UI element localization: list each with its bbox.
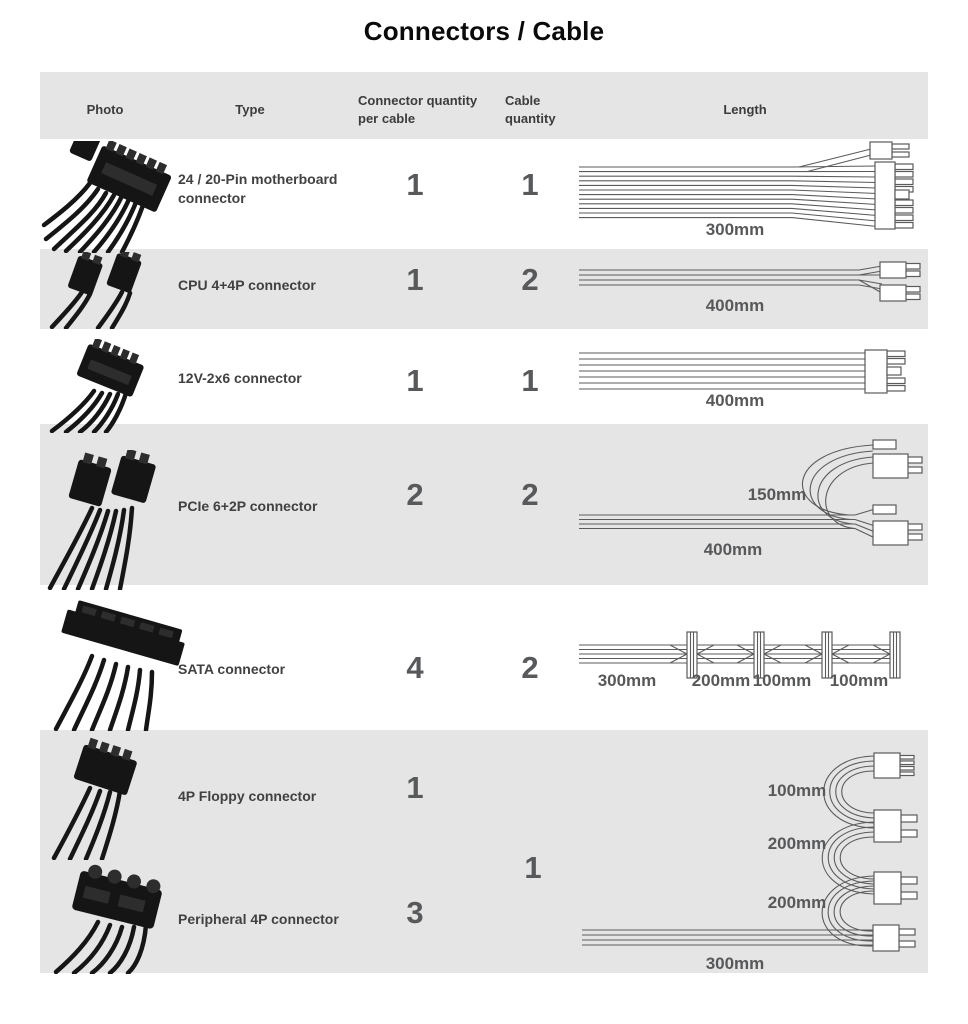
length-label-daisy-1: 100mm [767,781,827,800]
type-12v2x6: 12V-2x6 connector [178,370,302,386]
cable-qty-floppy-peripheral: 1 [524,850,542,885]
length-label-atx: 300mm [705,220,765,239]
length-label-daisy-4: 300mm [705,954,765,973]
length-label-daisy-2: 200mm [767,834,827,853]
length-label-sata-4: 100mm [829,671,889,690]
page-title: Connectors / Cable [363,16,605,46]
connector-qty-pcie: 2 [406,477,424,512]
type-cpu: CPU 4+4P connector [178,277,316,293]
connector-qty-sata: 4 [406,650,424,685]
column-header-length: Length [723,102,767,117]
cable-qty-12v2x6: 1 [521,363,539,398]
type-peripheral: Peripheral 4P connector [178,911,339,927]
cable-qty-pcie: 2 [521,477,539,512]
type-sata: SATA connector [178,661,286,677]
length-label-sata-1: 300mm [597,671,657,690]
connector-qty-cpu: 1 [406,262,424,297]
floppy-4p-cable-photo [48,736,160,860]
cable-diagram-floppy-peripheral [577,742,925,966]
connector-qty-peripheral: 3 [406,895,424,930]
connector-qty-floppy: 1 [406,770,424,805]
column-header-photo: Photo [86,102,124,117]
type-floppy: 4P Floppy connector [178,788,317,804]
type-atx: 24 / 20-Pin motherboard connector [178,171,338,206]
type-pcie: PCIe 6+2P connector [178,498,318,514]
length-label-sata-3: 100mm [752,671,812,690]
column-header-type: Type [235,102,265,117]
peripheral-4p-cable-photo [48,864,183,974]
length-label-daisy-3: 200mm [767,893,827,912]
pcie-6plus2p-cable-photo [44,450,172,590]
connector-qty-12v2x6: 1 [406,363,424,398]
sata-cable-photo [44,598,194,731]
cable-qty-cpu: 2 [521,262,539,297]
12v-2x6-cable-photo [44,339,164,433]
column-header-connector-qty: Connector quantity per cable [358,93,478,127]
cable-diagram-12v2x6 [577,347,925,397]
length-label-cpu: 400mm [705,296,765,315]
length-label-pcie-long: 400mm [703,540,763,559]
cable-qty-sata: 2 [521,650,539,685]
length-label-pcie-short: 150mm [747,485,807,504]
atx-24-20-pin-cable-photo [40,141,182,253]
length-label-sata-2: 200mm [691,671,751,690]
length-label-12v2x6: 400mm [705,391,765,410]
column-header-cable-qty: Cable quantity [505,93,556,127]
connector-qty-atx: 1 [406,167,424,202]
cable-qty-atx: 1 [521,167,539,202]
cpu-4plus4p-cable-photo [44,252,154,329]
